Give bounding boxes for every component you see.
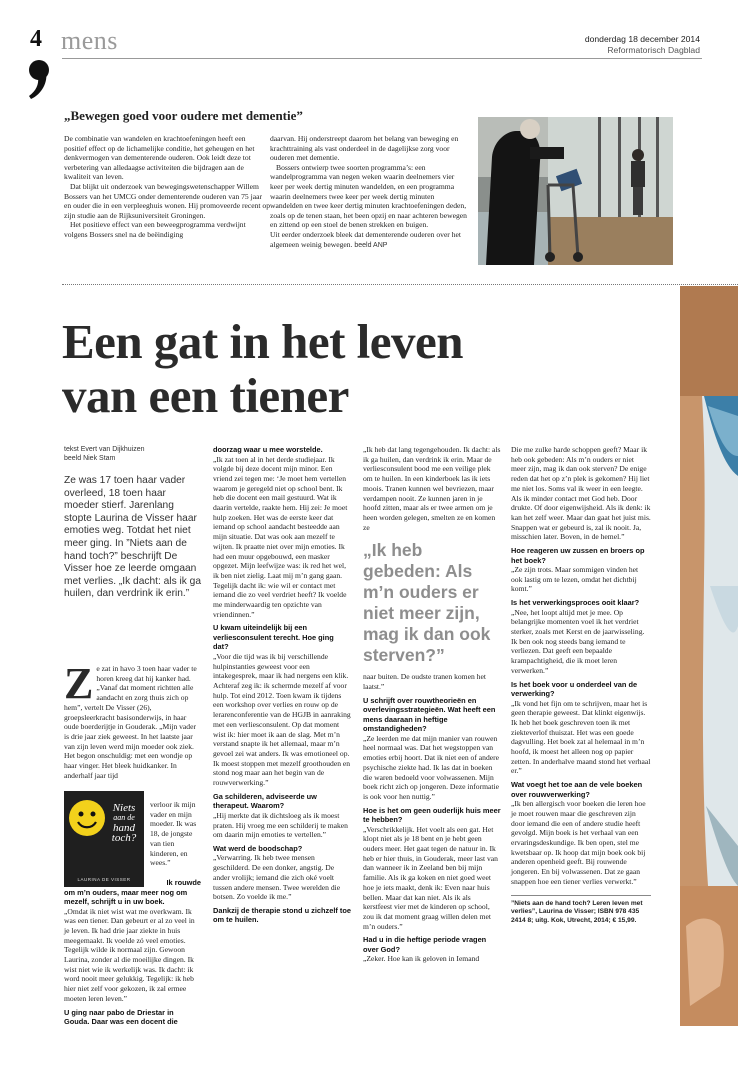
interview-answer: „Omdat ik niet wist wat me overkwam. Ik was een tiener. Dan gebeurt er al zo veel in je leven. Ik had drie jaar ziekte in huis meegemaakt. Ik voelde zó veel emoties. Tegelijk wilde ik normaal zijn. Gewoon Laurina, zonder al die moeilijke dingen. Ik wist niet wie ik werkelijk was. Ik dacht: ik word nooit meer gelukkig. Tegelijk: ik heb hier niet zelf voor gekozen, ik zal ermee moeten leren leven.” [64,906,195,1003]
article-column-4 [511,445,651,926]
article-intro: Ze was 17 toen haar vader overleed, 18 toen haar moeder stierf. Jarenlang stopte Laurina de Visser haar emoties weg. Totdat het niet meer ging. In ”Niets aan de hand toch?” beschrijft De Visser hoe ze leerde omgaan met verlies. „Ik dacht: als ik ga huilen, dan verdrink ik erin.” [64,475,202,600]
article-column-1-lower [64,878,201,1027]
body-paragraph: verloor ik mijn vader en mijn moeder. Ik was 18, de jongste van tien kinderen, en wees.” [150,800,197,868]
interview-answer: „Ik zat toen al in het derde studiejaar. Ik volgde bij deze docent mijn minor. Een vriend zei tegen me: ‘Je moet hem vertellen waarom je geregeld niet op school bent. Ik heb die docent een mail gestuurd. Wat ik daarin vertelde, raakte hem. Hij zei: Je moet hulp zoeken. Het was de eerste keer dat iemand op school aandacht besteedde aan mijn situatie. Dat was ook aan mezelf te wijten. Ik praatte niet over mijn emoties. Ik had een muur opgebouwd, een masker opgezet. Mijn leefwijze was: ik red het wel, ik ben niet zielig. Laat mij m’n gang gaan. Tegelijk dacht ik: wie wil er contact met iemand die zo veel verdriet heeft? Ik voelde me minderwaardig ten opzichte van vriendinnen.” [213,454,348,619]
top-paragraph: Uit eerder onderzoek bleek dat dementerende ouderen over het algemeen weinig bewegen. [270,229,462,249]
interview-answer: „Ik vond het fijn om te schrijven, maar het is geen therapie geweest. Dat klinkt eigenwijs. Ik heb het boek geschreven toen ik met ziekteverlof thuiszat. Het was een goede dagvulling. Het boek zat al helemaal in m’n hoofd, ik moest het alleen nog op papier zetten. In anderhalve maand stond het verhaal er.” [511,698,651,776]
interview-question: Is het boek voor u onderdeel van de verwerking? [511,679,638,699]
section-divider [62,284,738,285]
interview-answer: naar buiten. De oudste tranen komen het laatst.” [363,672,486,692]
comma-logo-icon [28,60,50,100]
book-title-line: Niets [112,802,136,814]
header-rule [62,58,702,59]
top-paragraph: Dat blijkt uit onderzoek van bewegingswetenschapper Willem Bossers van het UMCG onder dementerende ouderen van 75 jaar en ouder die in een verpleeghuis wonen. Hij promoveerde recent op zijn studie aan de Rijksuniversiteit Groningen. [64,181,271,220]
byline-text: tekst Evert van Dijkhuizen [64,446,145,453]
publication-name: Reformatorisch Dagblad [607,45,700,55]
interview-question: Wat werd de boodschap? [213,843,303,853]
top-paragraph: daarvan. Hij onderstreept daarom het belang van beweging en krachttraining als vast onderdeel in de dagelijkse zorg voor ouderen met dementie. [270,134,459,163]
top-paragraph: De combinatie van wandelen en krachtoefeningen heeft een positief effect op de lichamelijke conditie, het geheugen en het denkvermogen van dementerende ouderen. Ook leidt deze tot verbetering van alledaagse activiteiten die bijdragen aan de kwaliteit van leven. [64,134,255,182]
top-article-headline: „Bewegen goed voor oudere met dementie” [64,108,303,123]
interview-question: Wat voegt het toe aan de vele boeken over rouwverwerking? [511,780,643,799]
interview-question: Ik rouwde [166,878,201,887]
publication-date: donderdag 18 december 2014 [584,34,700,44]
elderly-walker-photo [478,117,673,265]
interview-answer: „Ik heb dat lang tegengehouden. Ik dacht: als ik ga huilen, dan verdrink ik erin. Maar de verliesconsulent bood me een veilige plek om te huilen. In een kinderboek las ik iets moois. Tranen kunnen wel bevriezen, maar verdampen nooit. Ze kunnen jaren in je hoofd zitten, maar als er twee armen om je heen worden gelegen, smelten ze en komen ze [363,445,501,532]
interview-answer: „Verschrikkelijk. Het voelt als een gat. Het klopt niet als je 18 bent en je hebt geen ouders meer. Het gaat tegen de natuur in. Ik heb er hier thuis, in Gouderak, meer last van dan wanneer ik in Zeeland ben bij mijn familie. Als ik ga koken en niet goed weet hoe je iets maakt, denk ik: Even naar huis bellen. Maar dat kan niet. Als ik als kerstfeest vier met de kinderen op school, zou ik dat moment graag willen delen met m’n ouders.” [363,824,498,931]
drop-cap: Z [64,664,94,708]
interview-answer: „Voor die tijd was ik bij verschillende hulpinstanties geweest voor een intakegesprek, maar ik had nergens een klik. Achteraf zeg ik: ik schermde mezelf af voor hulp. Tot eind 2012. Toen kwam ik tijdens een workshop over verlies en rouw op de lerarenconferentie van de HGJB in aanraking met een verliesconsulent. Op dat moment wist ik: hier moet ik aan de slag. Met m’n verstand snapte ik het allemaal, maar m’n gevoel zei wat anders. Ik was emotioneel op. Ik moest stoppen met mezelf groothouden en stond nog maar aan het begin van de rouwverwerking.” [213,651,351,788]
article-column-3 [363,445,501,964]
pull-quote: „Ik heb gebeden: Als m’n ouders er niet meer zijn, mag ik dan ook sterven?” [363,540,491,666]
interview-answer: Die me zulke harde schoppen geeft? Maar ik heb ook gebeden: Als m’n ouders er niet meer zijn, mag ik dan ook sterven? De enige reden dat het op z’n plek is gekomen? Hij liet me niet los. Soms val ik weer in een leegte. Als ik minder contact met God heb. Door drukte. Of door eigenwijsheid. Als ik denk: ik kan het zelf weer. Maar dan gaat het juist mis. Snappen wat er gebeurd is, zal ik nooit. Ja, misschien later. Boven, in de hemel.” [511,445,651,542]
body-paragraph: e zat in havo 3 toen haar vader te horen kreeg dat hij kanker had. „Vanaf dat moment richtten alle aandacht en zorg thuis zich op hem”, vertelt De Visser (26), groepsleerkracht basisonderwijs, in haar oude boerderijtje in Gouderak. „Mijn vader is drie jaar ziek geweest. In het laatste jaar van zijn leven werd mijn moeder ook ziek. Het begon onschuldig: met een wondje op haar vinger. Het bleek huidkanker. In anderhalf jaar tijd [64,664,197,780]
interview-question: U ging naar pabo de Driestar in Gouda. Daar was een docent die [64,1007,178,1027]
interview-question: Is het verwerkingsproces ooit klaar? [511,598,640,608]
main-headline-line2: van een tiener [62,368,349,423]
painting-photo [680,286,738,1026]
book-cover-author: LAURINA DE VISSER [77,877,131,882]
interview-answer: „Hij merkte dat ik dichtsloeg als ik moest praten. Hij vroeg me een schilderij te maken om daarin mijn emoties te vertellen.” [213,810,348,840]
interview-question: U kwam uiteindelijk bij een verliesconsulent terecht. Hoe ging dat? [213,623,334,652]
book-info: ”Niets aan de hand toch? Leren leven met verlies”, Laurina de Visser; ISBN 978 435 2414 8; uitg. Kok, Utrecht, 2014; € 15,99. [511,899,643,925]
interview-question: doorzag waar u mee worstelde. [213,445,323,454]
top-paragraph: Bossers ontwierp twee soorten programma’s: een wandelprogramma van negen weken waarin deelnemers vier keer per week dertig minuten wandelden, en een programma waarin deelnemers twee keer per week dertig minuten wandelden en twee keer dertig minuten krachtoefeningen deden, zoals op de tenen staan, het been opzij en naar achteren bewegen en zittend op een stoel de benen strekken en buigen. [270,162,467,230]
interview-question: Hoe is het om geen ouderlijk huis meer te hebben? [363,805,501,825]
photo-credit: beeld ANP [354,241,388,249]
interview-answer: „Ik ben allergisch voor boeken die leren hoe je moet rouwen maar die geschreven zijn door iemand die een of andere studie heeft gevolgd. Mijn boek is het verhaal van een ervaringsdeskundige. Ik ben open, stel me kwetsbaar op. Ik hoop dat mijn boek ook bij anderen openheid geeft. Bij rouwende jongeren. En bij volwassenen. Dat ze gaan snappen hoe een tiener verlies verwerkt.” [511,799,646,886]
article-column-2 [213,445,351,925]
book-title-line: hand [113,822,135,834]
book-title-line: toch? [111,832,137,844]
book-cover [64,791,144,887]
interview-answer: „Nee, het loopt altijd met je mee. Op belangrijke momenten voel ik het verdriet sterker, zoals met Kerst en de jaarwisseling. Ik ben ook nog steeds bang iemand te verliezen. Dat geeft een bepaalde krampachtigheid, die ik moet leren verwerken.” [511,607,645,675]
smiley-icon [68,799,106,837]
top-paragraph: Het positieve effect van een beweegprogramma verdwijnt volgens Bossers snel na de beëindiging [64,220,246,239]
byline-photo: beeld Niek Stam [64,455,116,462]
interview-answer: „Ze zijn trots. Maar sommigen vinden het ook lastig om te lezen, omdat het dichtbij komt.” [511,565,639,594]
top-article-col2 [270,134,468,250]
page-header [0,0,738,70]
article-column-1 [64,445,201,601]
interview-question: U schrijft over rouwtheorieën en overlevingsstrategieën. Wat heeft een mens daaraan in heftige omstandigheden? [363,695,496,734]
book-title-line: aan de [113,813,135,822]
section-name: mens [61,26,118,55]
interview-question: Had u in die heftige periode vragen over God? [363,935,487,954]
interview-answer: „Verwarring. Ik heb twee mensen geschilderd. De een donker, angstig. De ander vrolijk; iemand die zich oké voelt tussen andere mensen. Twee werelden die botsen. Zo voelde ik me.” [213,853,341,902]
interview-question: Ga schilderen, adviseerde uw therapeut. Waarom? [213,791,317,811]
interview-answer: „Zeker. Hoe kan ik geloven in Iemand [363,954,480,964]
article-column-1-beside-book [150,800,201,868]
article-column-1-body [64,664,201,780]
interview-question: Hoe reageren uw zussen en broers op het boek? [511,546,645,565]
interview-question: Dankzij de therapie stond u zichzelf toe om te huilen. [213,905,351,925]
interview-answer: „Ze leerden me dat mijn manier van rouwen heel normaal was. Dat het wegstoppen van emoties erbij hoort. Dat ik niet een of andere psychische ziekte had. Ik las dat in boeken die waren bedoeld voor volwassenen. Mijn boek richt zich op jongeren. Deze informatie is ook voor hen nuttig.” [363,733,500,801]
interview-question: om m’n ouders, maar meer nog om mezelf, schrijft u in uw boek. [64,887,188,906]
page-number: 4 [30,26,42,52]
main-headline-line1: Een gat in het leven [62,314,464,369]
top-article-col1 [64,134,270,240]
